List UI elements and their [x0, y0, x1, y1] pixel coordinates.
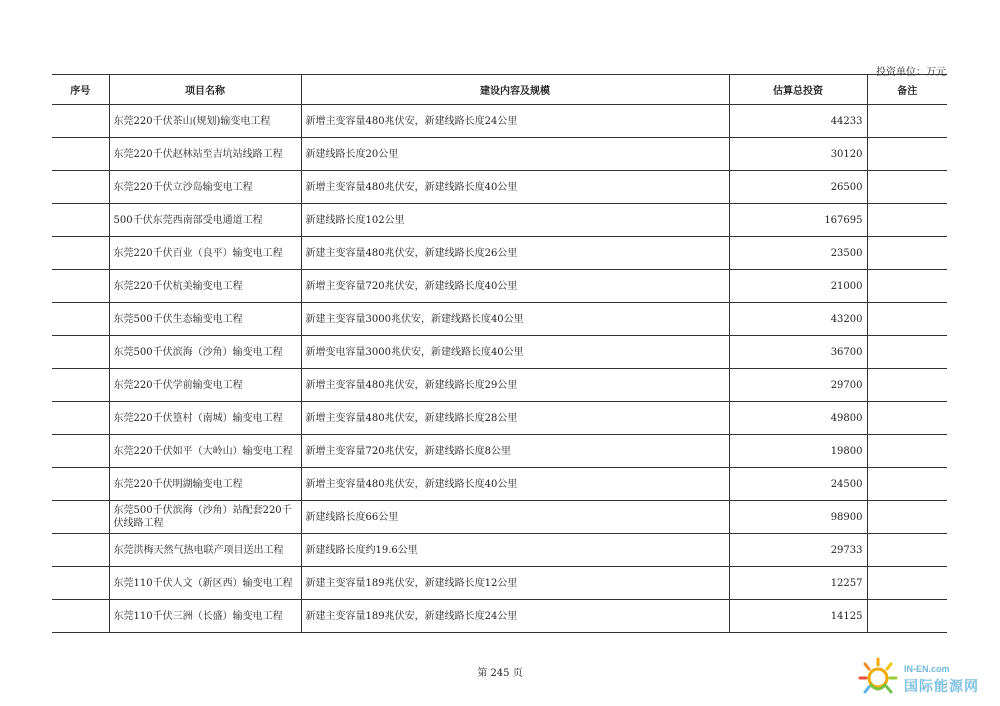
table-row	[52, 204, 947, 237]
cell-scope: 新建线路长度约19.6公里	[301, 534, 729, 567]
cell-scope: 新增主变容量480兆伏安，新建线路长度24公里	[301, 105, 729, 138]
sun-logo-icon	[856, 656, 900, 700]
cell-serial	[52, 468, 109, 501]
cell-note	[867, 270, 947, 303]
cell-serial	[52, 435, 109, 468]
table-row	[52, 468, 947, 501]
cell-scope: 新建线路长度102公里	[301, 204, 729, 237]
cell-investment: 167695	[729, 204, 867, 237]
table-row	[52, 270, 947, 303]
header-project-name: 项目名称	[109, 75, 301, 105]
cell-project-name: 东莞110千伏三洲（长盛）输变电工程	[109, 600, 301, 633]
cell-project-name: 东莞220千伏明湖输变电工程	[109, 468, 301, 501]
cell-project-name: 东莞500千伏滨海（沙角）站配套220千伏线路工程	[109, 501, 301, 534]
cell-note	[867, 567, 947, 600]
cell-investment: 19800	[729, 435, 867, 468]
cell-project-name: 东莞110千伏人文（新区西）输变电工程	[109, 567, 301, 600]
header-investment: 估算总投资	[729, 75, 867, 105]
cell-note	[867, 402, 947, 435]
table-row	[52, 303, 947, 336]
cell-scope: 新建主变容量189兆伏安，新建线路长度24公里	[301, 600, 729, 633]
watermark-logo	[852, 650, 992, 700]
table-row	[52, 369, 947, 402]
table-row	[52, 402, 947, 435]
cell-project-name: 东莞220千伏赵林站至吉坑站线路工程	[109, 138, 301, 171]
cell-note	[867, 600, 947, 633]
cell-scope: 新增主变容量480兆伏安，新建线路长度40公里	[301, 468, 729, 501]
cell-serial	[52, 204, 109, 237]
cell-project-name: 东莞220千伏百业（良平）输变电工程	[109, 237, 301, 270]
table-row	[52, 237, 947, 270]
table-row	[52, 435, 947, 468]
cell-scope: 新建主变容量480兆伏安，新建线路长度26公里	[301, 237, 729, 270]
cell-serial	[52, 270, 109, 303]
cell-note	[867, 369, 947, 402]
cell-project-name: 东莞洪梅天然气热电联产项目送出工程	[109, 534, 301, 567]
cell-note	[867, 501, 947, 534]
cell-scope: 新建主变容量3000兆伏安，新建线路长度40公里	[301, 303, 729, 336]
cell-project-name: 东莞500千伏滨海（沙角）输变电工程	[109, 336, 301, 369]
unit-label: 投资单位：万元	[876, 67, 946, 78]
header-serial: 序号	[52, 75, 109, 105]
cell-scope: 新建主变容量189兆伏安，新建线路长度12公里	[301, 567, 729, 600]
cell-serial	[52, 336, 109, 369]
cell-project-name: 500千伏东莞西南部受电通道工程	[109, 204, 301, 237]
cell-note	[867, 204, 947, 237]
cell-serial	[52, 402, 109, 435]
cell-scope: 新增主变容量480兆伏安，新建线路长度40公里	[301, 171, 729, 204]
table-row	[52, 534, 947, 567]
table-row	[52, 501, 947, 534]
cell-serial	[52, 303, 109, 336]
cell-project-name: 东莞220千伏学前输变电工程	[109, 369, 301, 402]
cell-investment: 26500	[729, 171, 867, 204]
cell-investment: 21000	[729, 270, 867, 303]
cell-note	[867, 534, 947, 567]
cell-serial	[52, 501, 109, 534]
cell-investment: 36700	[729, 336, 867, 369]
table-row	[52, 105, 947, 138]
cell-note	[867, 468, 947, 501]
cell-note	[867, 171, 947, 204]
cell-investment: 49800	[729, 402, 867, 435]
cell-project-name: 东莞220千伏如平（大岭山）输变电工程	[109, 435, 301, 468]
cell-project-name: 东莞220千伏茶山(规划)输变电工程	[109, 105, 301, 138]
cell-serial	[52, 138, 109, 171]
cell-investment: 24500	[729, 468, 867, 501]
table-row	[52, 171, 947, 204]
page-number: 第 245 页	[477, 668, 523, 679]
watermark-cn: 国际能源网	[904, 678, 979, 694]
header-note: 备注	[867, 75, 947, 105]
cell-project-name: 东莞220千伏立沙岛输变电工程	[109, 171, 301, 204]
cell-investment: 29733	[729, 534, 867, 567]
cell-project-name: 东莞220千伏篁村（南城）输变电工程	[109, 402, 301, 435]
cell-serial	[52, 171, 109, 204]
table-header-row	[52, 75, 947, 105]
cell-scope: 新增主变容量480兆伏安，新建线路长度29公里	[301, 369, 729, 402]
cell-investment: 44233	[729, 105, 867, 138]
cell-scope: 新增主变容量720兆伏安，新建线路长度40公里	[301, 270, 729, 303]
cell-scope: 新增主变容量480兆伏安，新建线路长度28公里	[301, 402, 729, 435]
cell-scope: 新增主变容量720兆伏安，新建线路长度8公里	[301, 435, 729, 468]
cell-investment: 98900	[729, 501, 867, 534]
cell-note	[867, 303, 947, 336]
cell-scope: 新增变电容量3000兆伏安，新建线路长度40公里	[301, 336, 729, 369]
table-row	[52, 600, 947, 633]
cell-serial	[52, 534, 109, 567]
cell-scope: 新建线路长度66公里	[301, 501, 729, 534]
cell-note	[867, 138, 947, 171]
cell-note	[867, 237, 947, 270]
watermark-en: IN-EN.com	[904, 664, 950, 674]
cell-investment: 43200	[729, 303, 867, 336]
cell-note	[867, 336, 947, 369]
cell-note	[867, 105, 947, 138]
table-row	[52, 336, 947, 369]
cell-serial	[52, 105, 109, 138]
cell-serial	[52, 567, 109, 600]
table-row	[52, 567, 947, 600]
table-row	[52, 138, 947, 171]
cell-project-name: 东莞500千伏生态输变电工程	[109, 303, 301, 336]
cell-serial	[52, 237, 109, 270]
cell-project-name: 东莞220千伏杭美输变电工程	[109, 270, 301, 303]
header-scope: 建设内容及规模	[301, 75, 729, 105]
cell-investment: 12257	[729, 567, 867, 600]
cell-investment: 29700	[729, 369, 867, 402]
cell-investment: 23500	[729, 237, 867, 270]
cell-serial	[52, 369, 109, 402]
cell-investment: 30120	[729, 138, 867, 171]
cell-serial	[52, 600, 109, 633]
cell-investment: 14125	[729, 600, 867, 633]
cell-scope: 新建线路长度20公里	[301, 138, 729, 171]
project-table	[52, 74, 947, 633]
cell-note	[867, 435, 947, 468]
table-body	[52, 105, 947, 633]
